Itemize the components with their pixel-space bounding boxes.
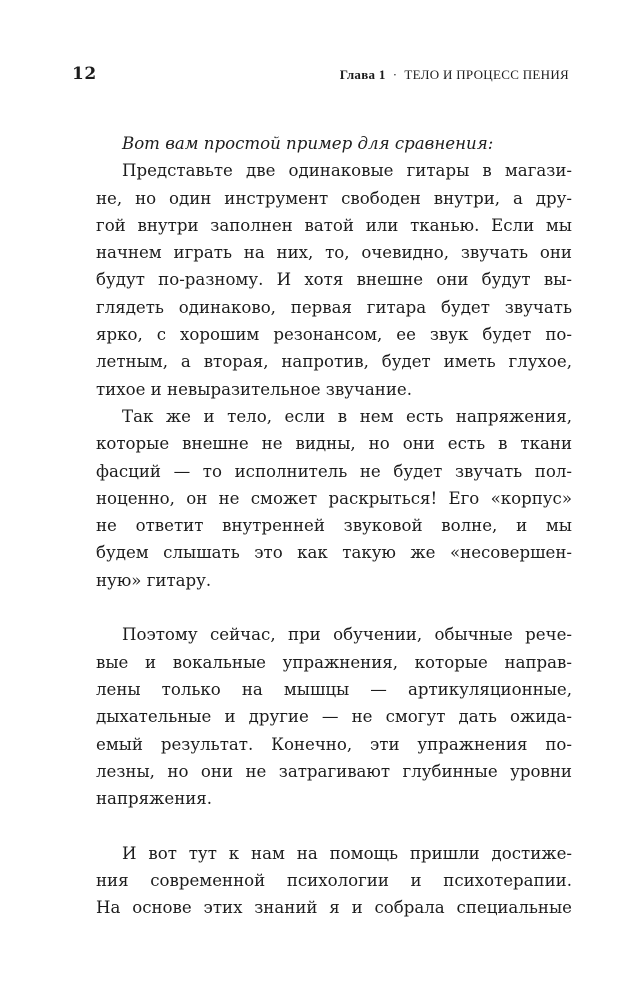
paragraph-gap bbox=[96, 594, 572, 621]
paragraph-exercises bbox=[96, 621, 572, 812]
text-line: Вот вам простой пример для сравнения: bbox=[122, 134, 494, 153]
text-line: тихое и невыразительное звучание. bbox=[96, 379, 413, 399]
text-line: ярко, с хорошим резонансом, ее звук будет по- bbox=[96, 325, 572, 345]
text-line: напряжения. bbox=[96, 789, 213, 809]
text-line: ния современной психологии и психотерапии. bbox=[96, 871, 572, 891]
text-line: начнем играть на них, то, очевидно, звучать они bbox=[96, 243, 572, 263]
text-line: гой внутри заполнен ватой или тканью. Если мы bbox=[96, 215, 572, 235]
running-head bbox=[340, 67, 569, 83]
text-line: лезны, но они не затрагивают глубинные уровни bbox=[96, 761, 572, 781]
body-text bbox=[96, 130, 572, 922]
running-header bbox=[72, 64, 569, 88]
text-line: не ответит внутренней звуковой волне, и мы bbox=[96, 516, 572, 536]
text-line: Так же и тело, если в нем есть напряжения, bbox=[122, 406, 572, 426]
text-line: лены только на мышцы — артикуляционные, bbox=[96, 679, 572, 699]
text-line: фасций — то исполнитель не будет звучать пол- bbox=[96, 461, 572, 481]
header-separator: · bbox=[392, 67, 398, 82]
text-line: ную» гитару. bbox=[96, 570, 212, 590]
text-line: не, но один инструмент свободен внутри, а дру- bbox=[96, 188, 572, 208]
paragraph-guitars bbox=[96, 157, 572, 403]
text-line: На основе этих знаний я и собрала специальные bbox=[96, 898, 572, 918]
text-line: вые и вокальные упражнения, которые направ- bbox=[96, 652, 572, 672]
text-line: емый результат. Конечно, эти упражнения по- bbox=[96, 734, 572, 754]
paragraph-gap bbox=[96, 812, 572, 839]
text-line: ноценно, он не сможет раскрыться! Его «корпус» bbox=[96, 488, 572, 508]
text-line: летным, а вторая, напротив, будет иметь глухое, bbox=[96, 352, 572, 372]
text-line: глядеть одинаково, первая гитара будет звучать bbox=[96, 297, 572, 317]
text-line: которые внешне не видны, но они есть в ткани bbox=[96, 434, 572, 454]
paragraph-psychology bbox=[96, 840, 572, 922]
paragraph-intro bbox=[96, 130, 572, 157]
text-line: будут по-разному. И хотя внешне они будут вы- bbox=[96, 270, 572, 290]
chapter-label: Глава 1 bbox=[339, 67, 386, 82]
text-line: Поэтому сейчас, при обучении, обычные рече- bbox=[122, 625, 572, 645]
chapter-title: ТЕЛО И ПРОЦЕСС ПЕНИЯ bbox=[404, 67, 569, 82]
page-number: 12 bbox=[72, 64, 97, 84]
paragraph-body bbox=[96, 403, 572, 594]
text-line: дыхательные и другие — не смогут дать ожида- bbox=[96, 707, 572, 727]
text-line: Представьте две одинаковые гитары в магази- bbox=[122, 161, 572, 181]
text-line: будем слышать это как такую же «несовершен- bbox=[96, 543, 572, 563]
text-line: И вот тут к нам на помощь пришли достиже- bbox=[122, 843, 572, 863]
